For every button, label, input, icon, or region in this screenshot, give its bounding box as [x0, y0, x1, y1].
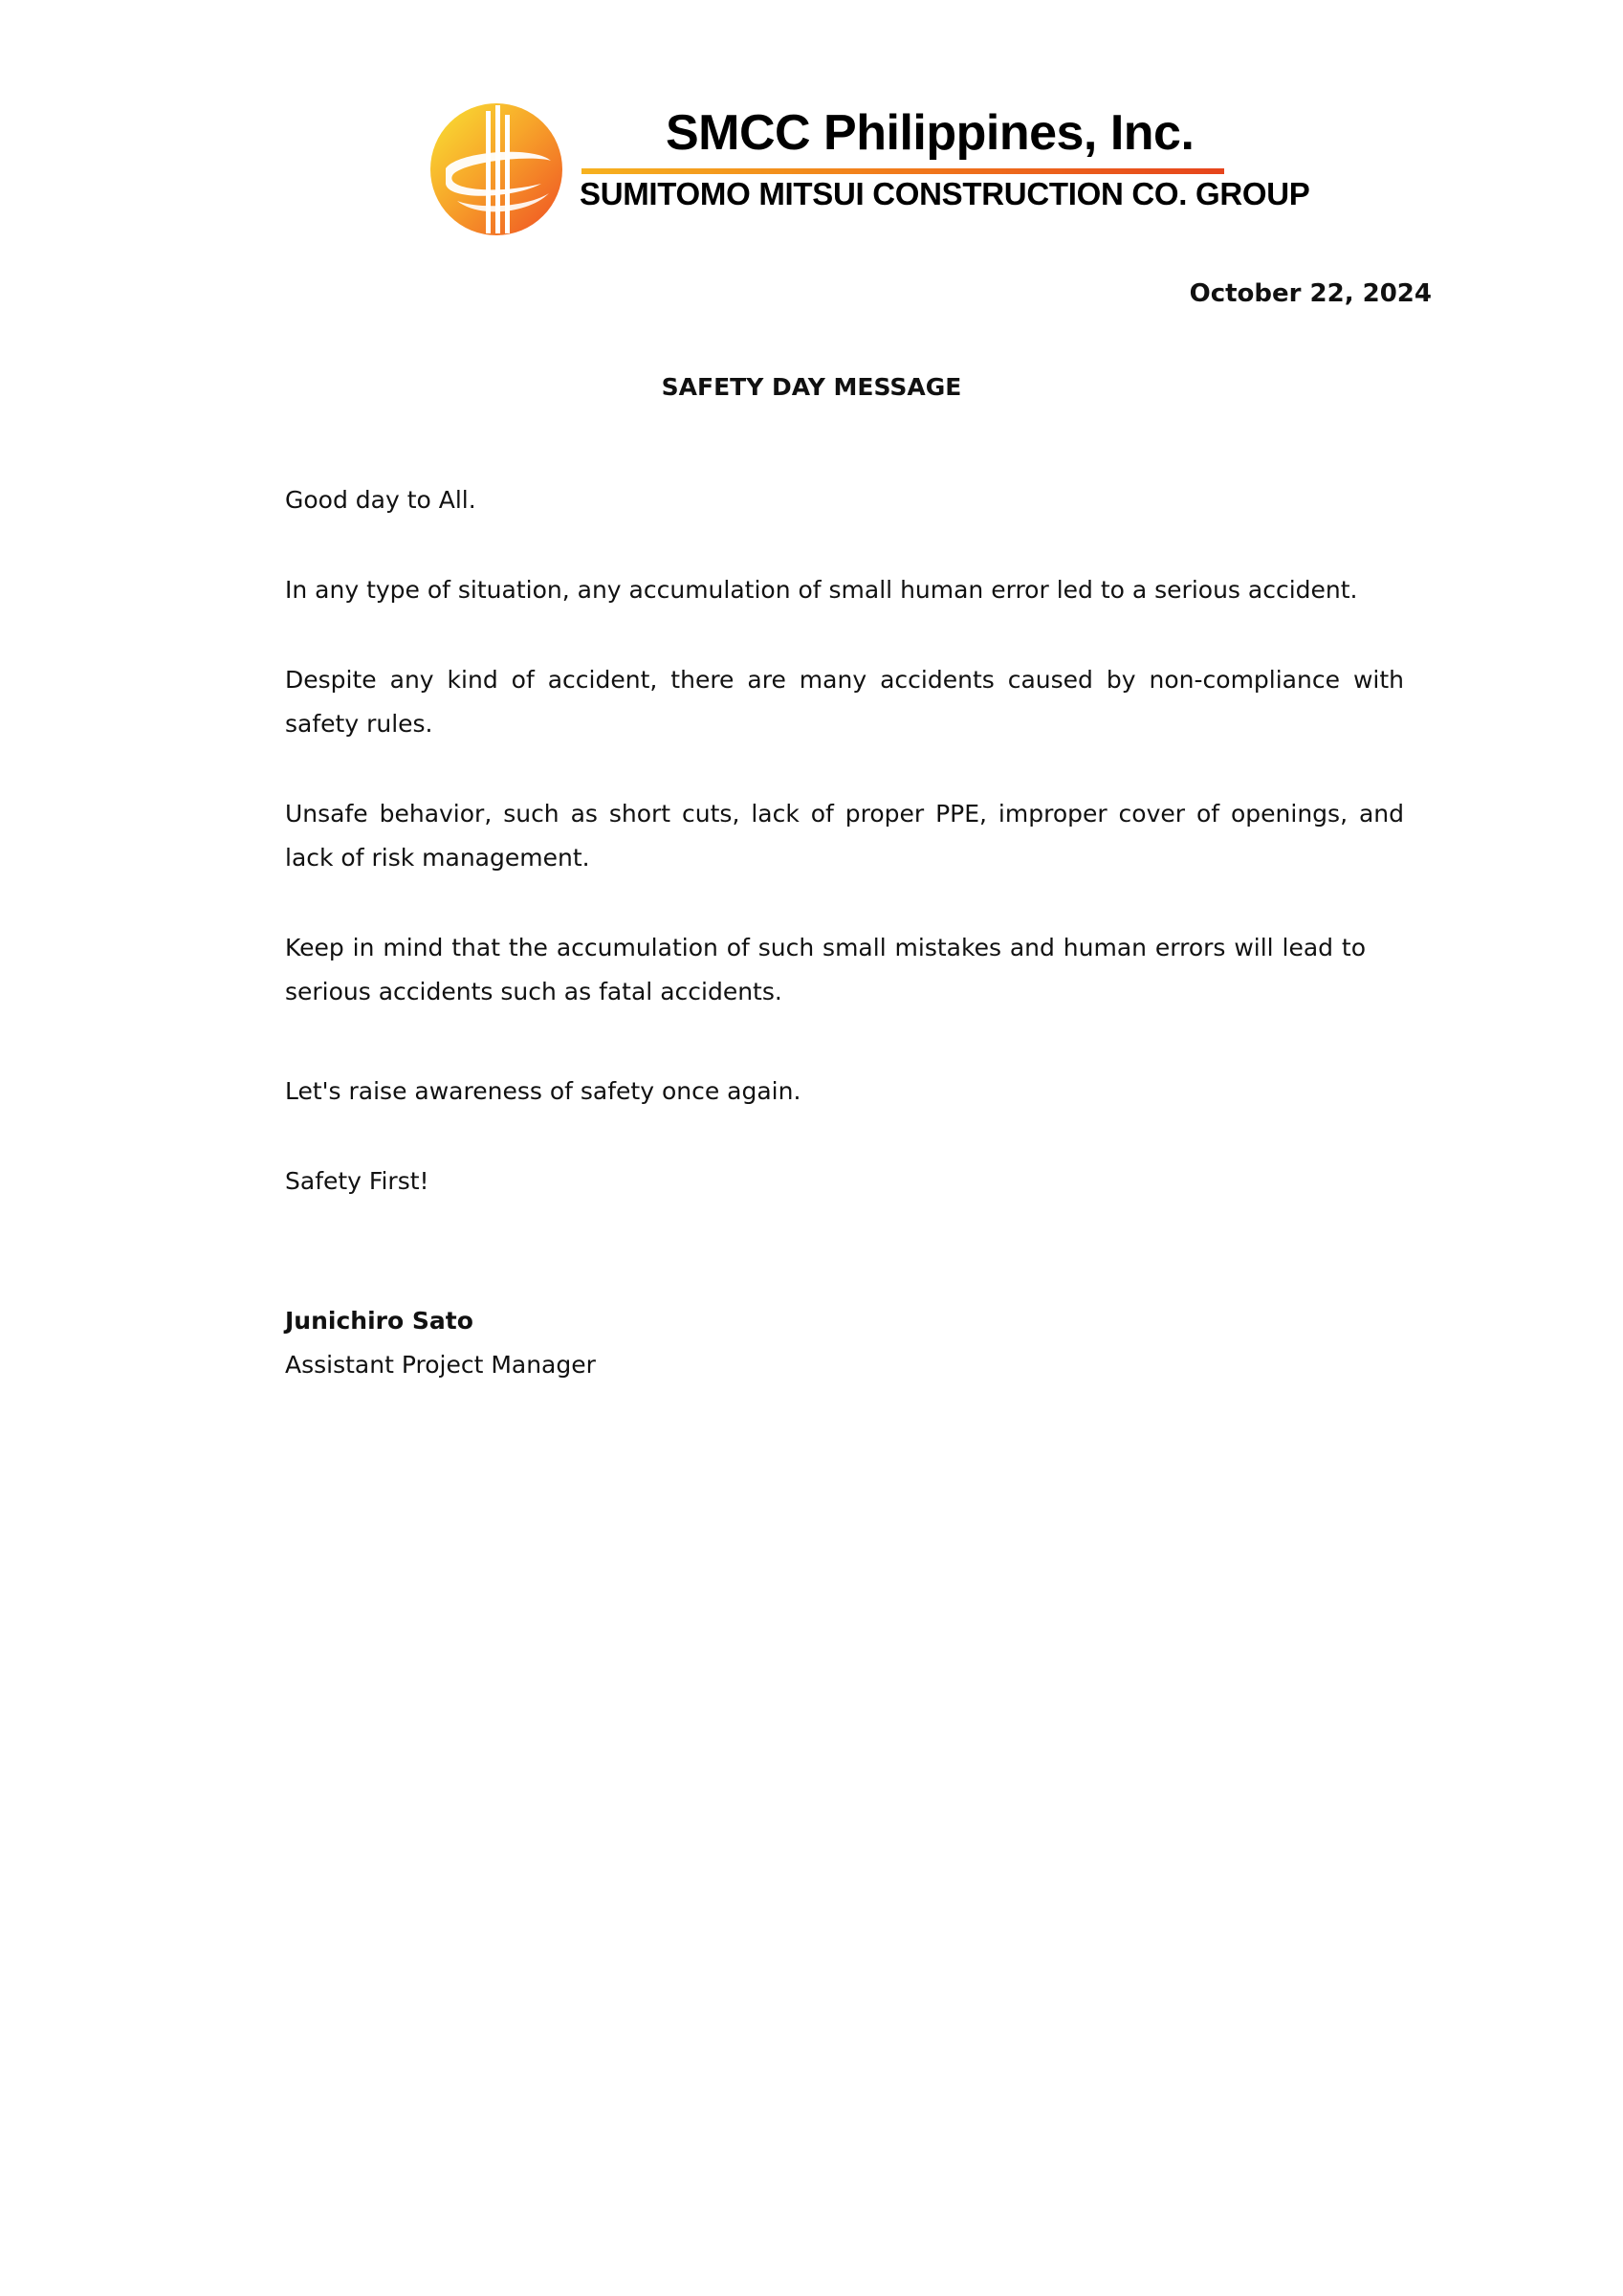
body-paragraph: Let's raise awareness of safety once again. [285, 1077, 801, 1105]
letter-date: October 22, 2024 [1189, 279, 1432, 308]
body-paragraph: In any type of situation, any accumulation of small human error led to a serious accident. [285, 576, 1358, 604]
letterhead-rule [581, 168, 1224, 174]
letterhead [428, 96, 1310, 239]
body-paragraph: Unsafe behavior, such as short cuts, lack of proper PPE, improper cover of openings, and lack of risk management. [285, 800, 1404, 872]
signatory-name: Junichiro Sato [285, 1307, 473, 1335]
document-title: SAFETY DAY MESSAGE [661, 373, 962, 401]
greeting-paragraph: Good day to All. [285, 486, 476, 514]
smcc-sun-building-logo-icon [428, 101, 564, 237]
closing-paragraph: Safety First! [285, 1167, 429, 1195]
signature-block [285, 1299, 596, 1387]
body-paragraph: Keep in mind that the accumulation of such small mistakes and human errors will lead to serious accidents such as fatal accidents. [285, 934, 1366, 1005]
body-paragraph: Despite any kind of accident, there are many accidents caused by non-compliance with safety rules. [285, 666, 1404, 738]
group-name: SUMITOMO MITSUI CONSTRUCTION CO. GROUP [580, 176, 1310, 211]
company-name: SMCC Philippines, Inc. [666, 105, 1195, 161]
signatory-position: Assistant Project Manager [285, 1351, 596, 1379]
letter-body [285, 478, 1404, 1249]
